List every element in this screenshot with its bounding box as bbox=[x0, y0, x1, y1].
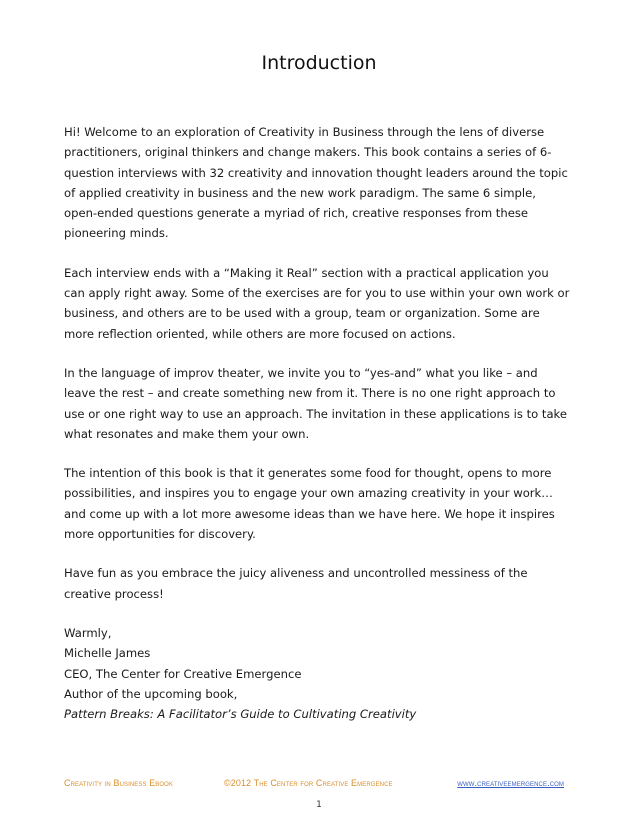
paragraph-improv: In the language of improv theater, we invite you to “yes-and” what you like – and leave the rest – and create something new from it. There is no one right approach to use or one right way to use an approach. The invitation in these applications is to take what resonates and make them your own. bbox=[64, 365, 567, 441]
signature-book-title: Pattern Breaks: A Facilitator’s Guide to Cultivating Creativity bbox=[64, 707, 417, 722]
signature-name: Michelle James bbox=[64, 646, 151, 661]
page-number: 1 bbox=[316, 800, 322, 810]
signature-block bbox=[64, 623, 572, 724]
signature-closing: Warmly, bbox=[64, 625, 112, 640]
paragraph-intention: The intention of this book is that it generates some food for thought, opens to more possibilities, and inspires you to engage your own amazing creativity in your work…and come up with a lot more awesome ideas than we have here. We hope it inspires more opportunities for discovery. bbox=[64, 466, 555, 542]
signature-role: CEO, The Center for Creative Emergence bbox=[64, 666, 302, 681]
page-title: Introduction bbox=[261, 52, 377, 74]
footer-website-text: www.creativeemergence.com bbox=[457, 778, 564, 788]
footer-website-link[interactable] bbox=[457, 778, 564, 788]
paragraph-have-fun: Have fun as you embrace the juicy aliveness and uncontrolled messiness of the creative process! bbox=[64, 566, 528, 601]
signature-author-line: Author of the upcoming book, bbox=[64, 686, 238, 701]
footer-ebook-title-text: Creativity in Business Ebook bbox=[64, 778, 174, 788]
paragraph-welcome: Hi! Welcome to an exploration of Creativity in Business through the lens of diverse practitioners, original thinkers and change makers. This book contains a series of 6-question interviews with 32 creativity and innovation thought leaders around the topic of applied creativity in business and the new work paradigm. The same 6 simple, open-ended questions generate a myriad of rich, creative responses from these pioneering minds. bbox=[64, 125, 568, 241]
footer-ebook-title bbox=[64, 778, 173, 788]
paragraph-making-it-real: Each interview ends with a “Making it Real” section with a practical application you can apply right away. Some of the exercises are for you to use within your own work or business, and others are to be used with a group, team or organization. Some are more reflection oriented, while others are more focused on actions. bbox=[64, 265, 570, 341]
footer-copyright bbox=[224, 778, 393, 788]
body-text bbox=[64, 122, 572, 724]
footer-copyright-text: ©2012 The Center for Creative Emergence bbox=[224, 778, 393, 788]
